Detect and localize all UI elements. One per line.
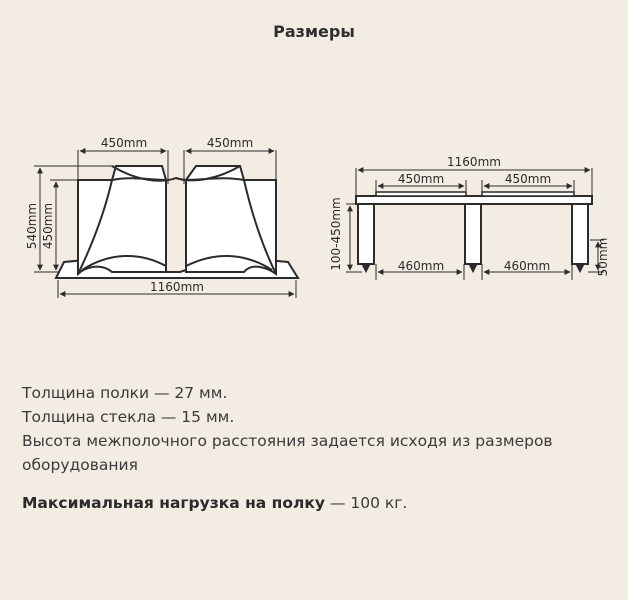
page-title: Размеры [273, 22, 355, 41]
front-right-leg [186, 166, 276, 274]
side-glass-right [482, 192, 574, 196]
side-span-left-label: 460mm [397, 259, 445, 273]
front-width-left-label: 450mm [100, 136, 148, 150]
front-view [56, 166, 298, 278]
front-height-outer-label: 540mm [25, 202, 39, 250]
max-load-value: — 100 кг. [325, 494, 408, 512]
side-glass-left [376, 192, 466, 196]
side-span-right-label: 460mm [503, 259, 551, 273]
side-leg-left [358, 204, 374, 264]
front-width-right-label: 450mm [206, 136, 254, 150]
side-shelf-left-label: 450mm [397, 172, 445, 186]
side-leg-right [572, 204, 588, 264]
side-foot-height-label: 50mm [596, 237, 610, 277]
side-total-length-label: 1160mm [447, 155, 501, 169]
front-left-leg [78, 166, 166, 274]
max-load-text [22, 491, 612, 515]
side-height-range-label: 100-450mm [329, 197, 343, 271]
glass-thickness-text: Толщина стекла — 15 мм. [22, 408, 235, 426]
shelf-thickness-text: Толщина полки — 27 мм. [22, 384, 228, 402]
side-shelf-right-label: 450mm [504, 172, 552, 186]
specs-text [22, 381, 612, 515]
max-load-label: Максимальная нагрузка на полку [22, 494, 325, 512]
side-shelf-board [356, 196, 592, 204]
front-height-inner-label: 450mm [41, 202, 55, 250]
spacing-note-text: Высота межполочного расстояния задается исходя из размеров оборудования [22, 432, 553, 474]
front-total-width-label: 1160mm [150, 280, 204, 294]
side-view [356, 192, 592, 272]
side-leg-middle [465, 204, 481, 264]
